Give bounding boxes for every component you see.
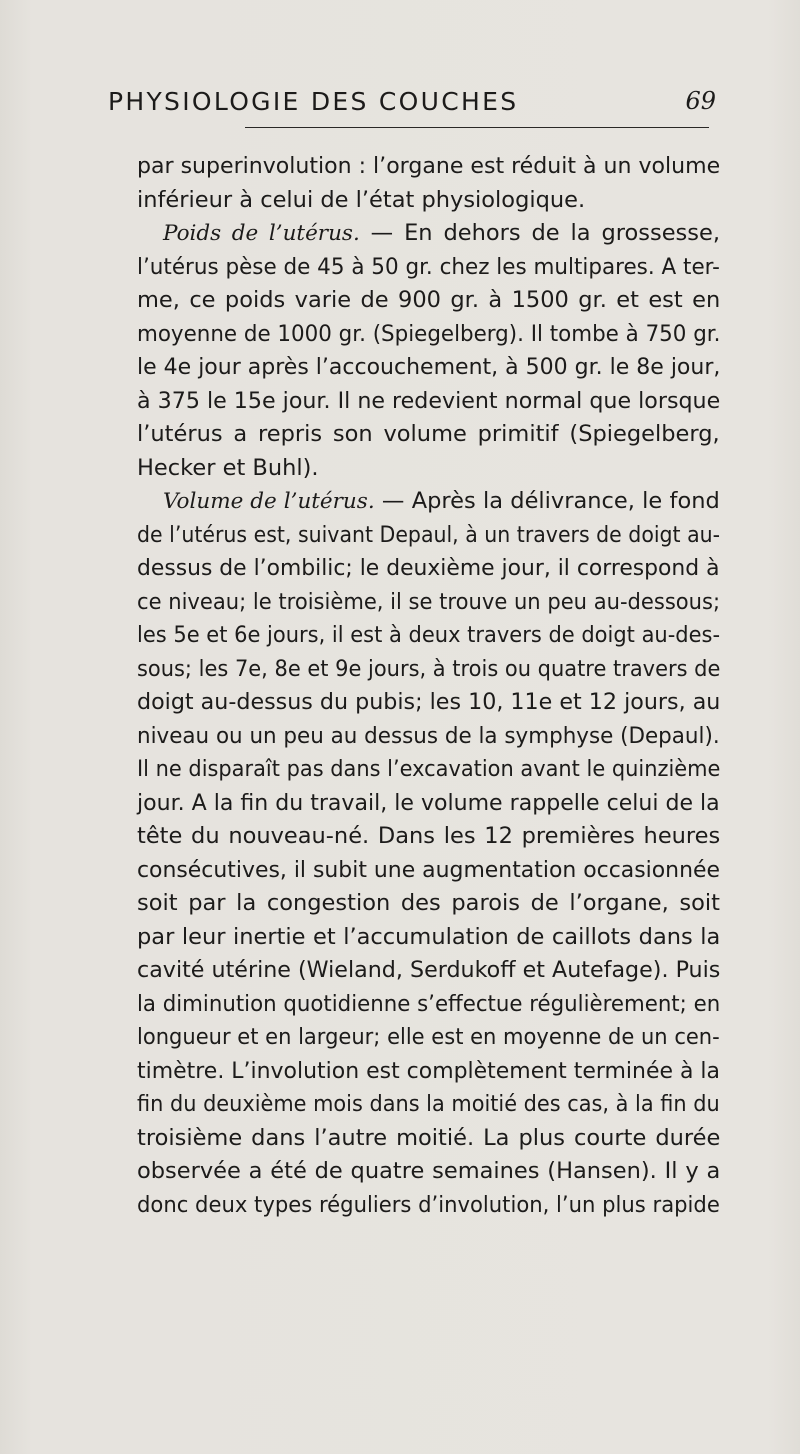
header-rule <box>245 127 709 128</box>
page-number: 69 <box>685 87 716 115</box>
text-line: soit par la congestion des parois de l’organe, soit <box>137 890 720 916</box>
text-line: le 4e jour après l’accouchement, à 500 gr. le 8e jour, <box>137 354 721 380</box>
section-title: Poids de l’utérus. <box>163 221 360 246</box>
text-line: à 375 le 15e jour. Il ne redevient normal que lorsque <box>137 387 721 414</box>
text-line <box>163 218 720 248</box>
text-line: dessus de l’ombilic; le deuxième jour, il correspond à <box>137 555 720 581</box>
text-line: jour. A la fin du travail, le volume rappelle celui de la <box>137 789 720 816</box>
text-line: Hecker et Buhl). <box>137 454 319 481</box>
running-header <box>96 87 716 127</box>
text-line <box>163 486 720 516</box>
text-line: sous; les 7e, 8e et 9e jours, à trois ou quatre travers de <box>137 655 721 682</box>
text-line: par leur inertie et l’accumulation de caillots dans la <box>137 923 721 950</box>
text-line: tête du nouveau-né. Dans les 12 premières heures <box>137 823 721 849</box>
text-line: la diminution quotidienne s’effectue régulièrement; en <box>137 990 721 1017</box>
text-line: consécutives, il subit une augmentation occasionnée <box>137 856 720 883</box>
text-line: observée a été de quatre semaines (Hansen). Il y a <box>137 1158 721 1184</box>
text-line: ce niveau; le troisième, il se trouve un peu au-dessous; <box>137 588 721 615</box>
text-line: de l’utérus est, suivant Depaul, à un travers de doigt au- <box>137 521 721 548</box>
section-title: Volume de l’utérus. <box>163 489 375 514</box>
text-line: niveau ou un peu au dessus de la symphyse (Depaul). <box>137 722 720 749</box>
text-line: donc deux types réguliers d’involution, l’un plus rapide <box>137 1191 720 1218</box>
text-line: timètre. L’involution est complètement terminée à la <box>137 1057 720 1084</box>
text-line: moyenne de 1000 gr. (Spiegelberg). Il tombe à 750 gr. <box>137 320 721 347</box>
text-line: inférieur à celui de l’état physiologique. <box>137 186 586 213</box>
text-line: par superinvolution : l’organe est réduit à un volume <box>137 153 721 179</box>
text-line: doigt au-dessus du pubis; les 10, 11e et 12 jours, au <box>137 689 721 715</box>
section-text: — En dehors de la grossesse, <box>359 220 720 246</box>
text-line: Il ne disparaît pas dans l’excavation avant le quinzième <box>137 756 721 782</box>
text-line: fin du deuxième mois dans la moitié des cas, à la fin du <box>137 1091 720 1117</box>
text-line: longueur et en largeur; elle est en moyenne de un cen- <box>137 1024 720 1050</box>
text-line: l’utérus pèse de 45 à 50 gr. chez les multipares. A ter- <box>137 253 720 280</box>
text-line: me, ce poids varie de 900 gr. à 1500 gr. et est en <box>137 287 721 313</box>
text-line: les 5e et 6e jours, il est à deux travers de doigt au-des- <box>137 622 721 648</box>
text-line: cavité utérine (Wieland, Serdukoff et Autefage). Puis <box>137 957 721 983</box>
running-title: PHYSIOLOGIE DES COUCHES <box>108 87 519 116</box>
text-line: troisième dans l’autre moitié. La plus courte durée <box>137 1124 721 1151</box>
text-line: l’utérus a repris son volume primitif (Spiegelberg, <box>137 421 720 447</box>
section-text: — Après la délivrance, le fond <box>374 488 720 514</box>
